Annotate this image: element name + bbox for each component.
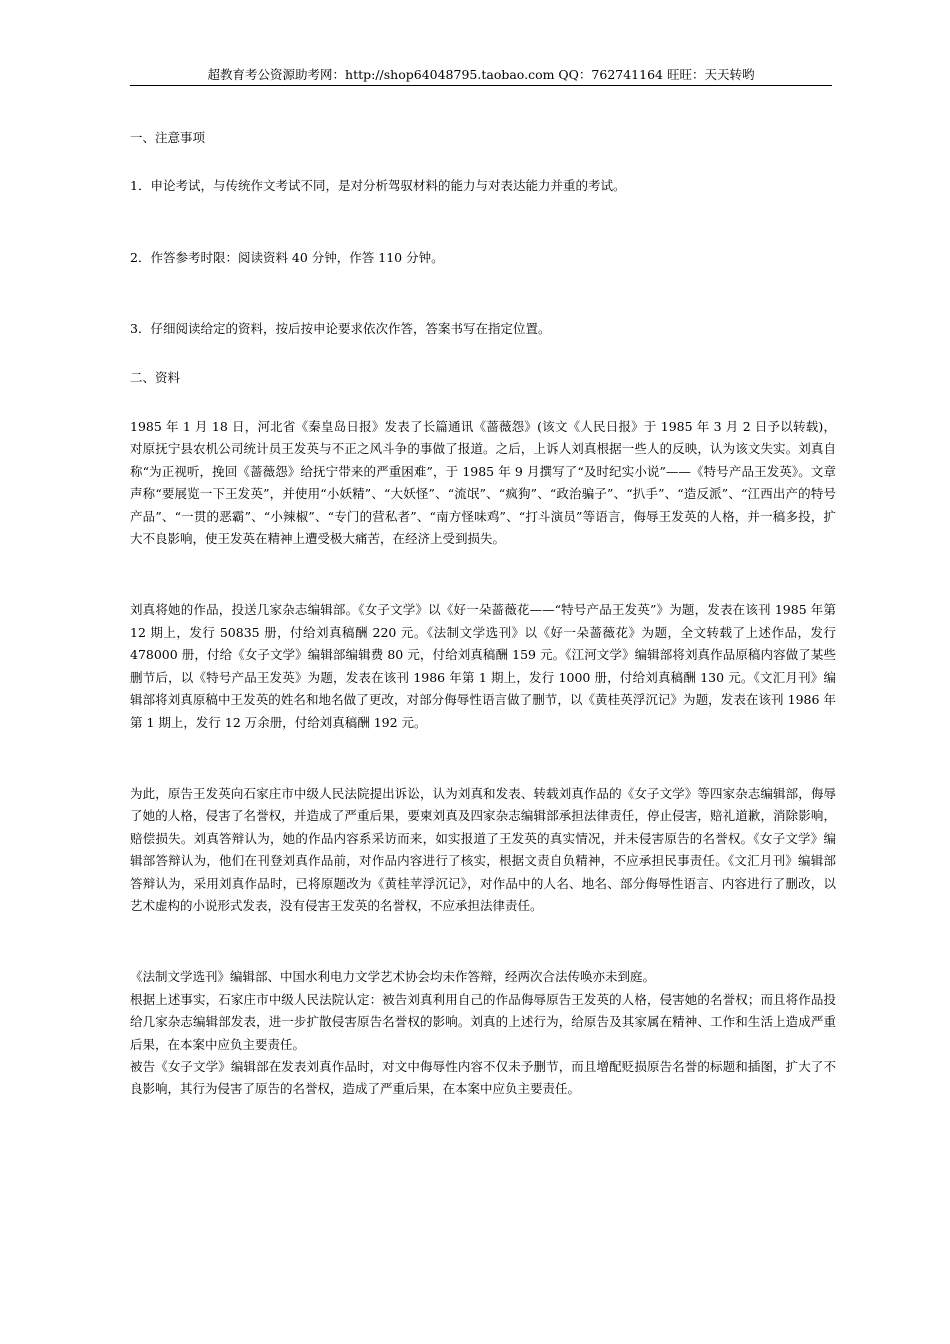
material-paragraph-3: 为此，原告王发英向石家庄市中级人民法院提出诉讼，认为刘真和发表、转载刘真作品的《女子文学》等四家杂志编辑部，侮辱了她的人格，侵害了名誉权，并造成了严重后果，要柬刘真及四家杂志编辑部承担法律责任，停止侵害，赔礼道歉，消除影响，赔偿损失。刘真答辩认为，她的作品内容系采访而来，如实报道了王发英的真实情况，并未侵害原告的名誉权。《女子文学》编辑部答辩认为，他们在刊登刘真作品前，对作品内容进行了核实，根据文责自负精神，不应承担民事责任。《文汇月刊》编辑部答辩认为，采用刘真作品时，已将原题改为《黄桂苹浮沉记》，对作品中的人名、地名、部分侮辱性语言、内容进行了删改，以艺术虚构的小说形式发表，没有侵害王发英的名誉权，不应承担法律责任。 bbox=[130, 785, 836, 913]
section-heading-notes: 一、注意事项 bbox=[130, 130, 206, 145]
document-body bbox=[130, 127, 836, 1101]
header-divider bbox=[130, 85, 832, 86]
note-item-2: 2．作答参考时限：阅读资料 40 分钟，作答 110 分钟。 bbox=[130, 249, 444, 265]
page-header: 超教育考公资源助考网：http://shop64048795.taobao.com QQ：762741164 旺旺：天天转哟 bbox=[207, 67, 755, 82]
material-paragraph-6: 被告《女子文学》编辑部在发表刘真作品时，对文中侮辱性内容不仅未予删节，而且增配贬损原告名誉的标题和插图，扩大了不良影响，其行为侵害了原告的名誉权，造成了严重后果，在本案中应负主要责任。 bbox=[130, 1058, 836, 1097]
material-paragraph-4: 《法制文学选刊》编辑部、中国水利电力文学艺术协会均未作答辩，经两次合法传唤亦未到庭。 bbox=[130, 969, 656, 985]
section-heading-materials: 二、资料 bbox=[130, 369, 181, 385]
material-paragraph-2: 刘真将她的作品，投送几家杂志编辑部。《女子文学》以《好一朵蔷薇花——“特号产品王发英”》为题，发表在该刊 1985 年第 12 期上，发行 50835 册，付给刘真稿酬 220 元。《法制文学选刊》以《好一朵蔷薇花》为题，全文转载了上述作品，发行 478000 册，付给《女子文学》编辑部编辑费 80 元，付给刘真稿酬 159 元。《江河文学》编辑部将刘真作品原稿内容做了某些删节后，以《特号产品王发英》为题，发表在该刊 1986 年第 1 期上，发行 1000 册，付给刘真稿酬 130 元。《文汇月刊》编辑部将刘真原稿中王发英的姓名和地名做了更改，对部分侮辱性语言做了删节，以《黄桂英浮沉记》为题，发表在该刊 1986 年第 1 期上，发行 12 万余册，付给刘真稿酬 192 元。 bbox=[130, 602, 836, 730]
note-item-1: 1．申论考试，与传统作文考试不同，是对分析驾驭材料的能力与对表达能力并重的考试。 bbox=[130, 178, 626, 194]
material-paragraph-1: 1985 年 1 月 18 日，河北省《秦皇岛日报》发表了长篇通讯《蔷薇怨》(该文《人民日报》于 1985 年 3 月 2 日予以转载)，对原抚宁县农机公司统计员王发英与不正之风斗争的事做了报道。之后，上诉人刘真根据一些人的反映，认为该文失实。刘真自称“为正视听，挽回《蔷薇怨》给抚宁带来的严重困难”，于 1985 年 9 月撰写了“及时纪实小说”——《特号产品王发英》。文章声称“要展览一下王发英”，并使用“小妖精”、“大妖怪”、“流氓”、“疯狗”、“政治骗子”、“扒手”、“造反派”、“江西出产的特号产品”、“一贯的恶霸”、“小辣椒”、“专门的营私者”、“南方怪味鸡”、“打斗演员”等语言，侮辱王发英的人格，并一稿多投，扩大不良影响，使王发英在精神上遭受极大痛苦，在经济上受到损失。 bbox=[130, 419, 836, 547]
material-paragraph-5: 根据上述事实，石家庄市中级人民法院认定：被告刘真利用自己的作品侮辱原告王发英的人格，侵害她的名誉权；而且将作品投给几家杂志编辑部发表，进一步扩散侵害原告名誉权的影响。刘真的上述行为，给原告及其家属在精神、工作和生活上造成严重后果，在本案中应负主要责任。 bbox=[130, 991, 836, 1052]
note-item-3: 3．仔细阅读给定的资料，按后按申论要求依次作答，答案书写在指定位置。 bbox=[130, 321, 551, 337]
